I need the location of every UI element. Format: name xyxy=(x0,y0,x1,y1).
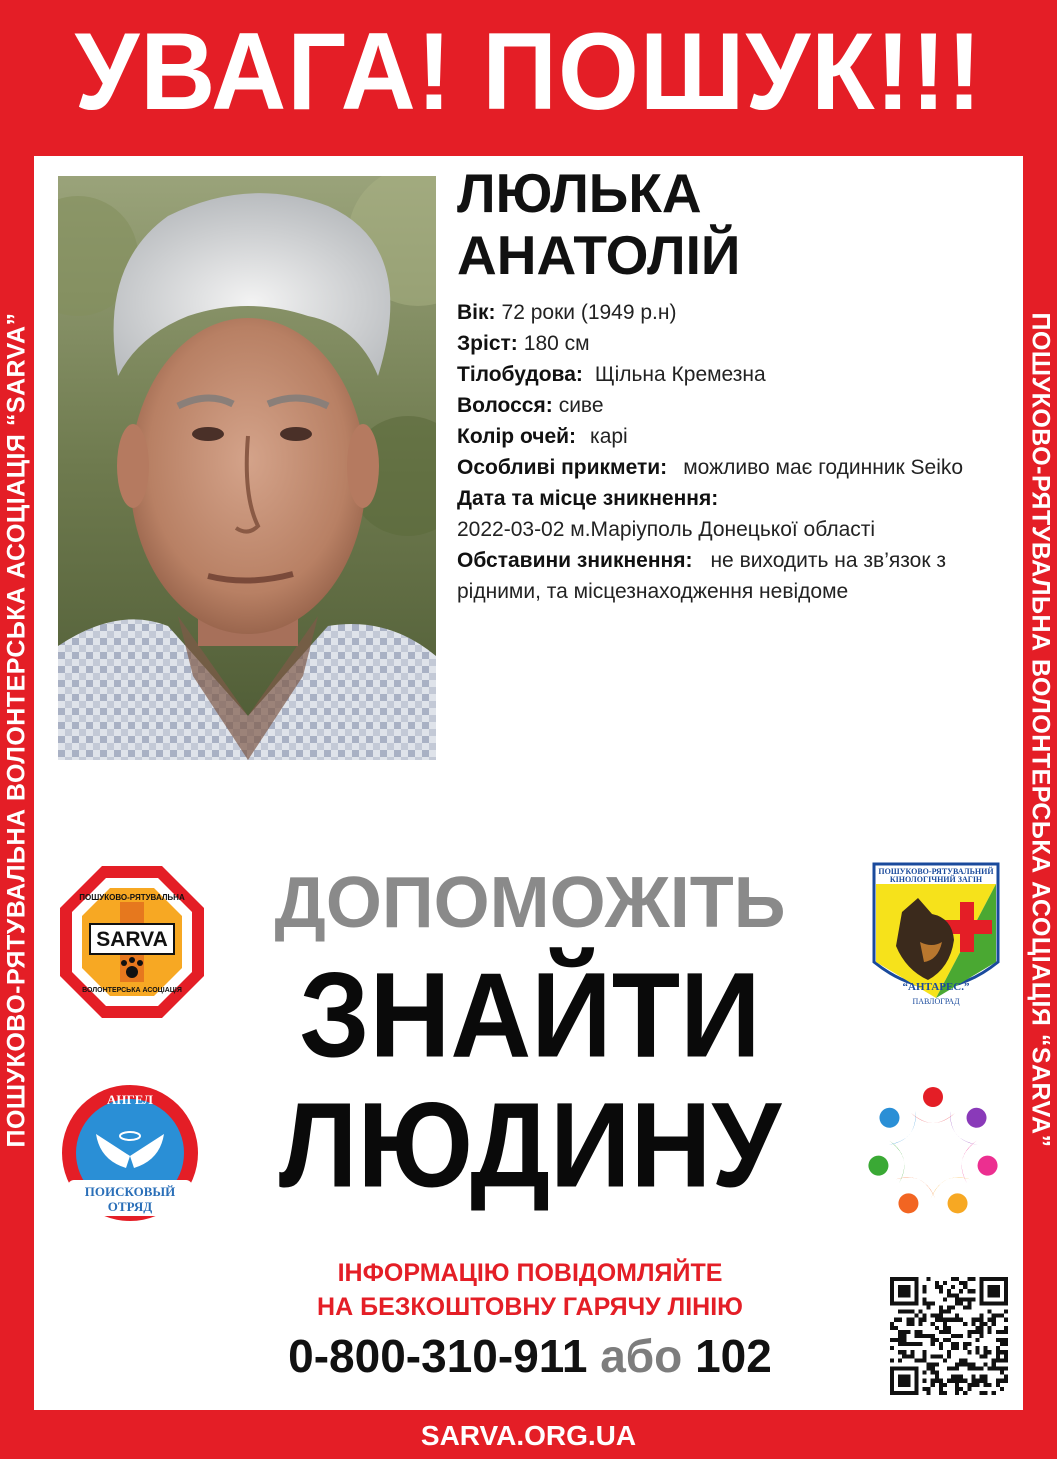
detail-hair-value: сиве xyxy=(558,394,604,417)
detail-age-value: 72 роки (1949 р.н) xyxy=(501,301,677,324)
detail-features-value: можливо має годинник Seiko xyxy=(683,456,964,479)
phone-or: або xyxy=(600,1330,683,1382)
angel-search-logo xyxy=(56,1084,204,1222)
detail-height xyxy=(457,328,1007,359)
detail-eyes-label: Колір очей: xyxy=(457,425,577,448)
sarva-logo-name: SARVA xyxy=(96,928,168,951)
antares-city: ПАВЛОГРАД xyxy=(912,997,960,1006)
help-heading: ДОПОМОЖІТЬ xyxy=(274,863,786,943)
detail-eyes xyxy=(457,421,1007,452)
detail-features xyxy=(457,452,1007,483)
detail-date-label: Дата та місце зникнення: xyxy=(457,487,719,510)
angel-logo-bottom2: ОТРЯД xyxy=(107,1199,153,1214)
detail-date-value: 2022-03-02 м.Маріуполь Донецької області xyxy=(457,518,876,541)
person-heading: ЛЮДИНУ xyxy=(278,1077,782,1213)
sarva-logo xyxy=(58,862,206,1022)
community-logo xyxy=(858,1078,1008,1228)
detail-hair-label: Волосся: xyxy=(457,394,553,417)
detail-disappearance-date-place xyxy=(457,483,1007,545)
detail-eyes-value: карі xyxy=(590,425,628,448)
person-details xyxy=(457,297,1007,607)
hotline-callout xyxy=(200,1256,860,1324)
detail-build xyxy=(457,359,1007,390)
missing-person-photo xyxy=(58,176,436,760)
detail-age xyxy=(457,297,1007,328)
detail-circumstances-value: не виходить на зв’язок з рідними, та місцезнаходження невідоме xyxy=(457,549,946,603)
right-side-text: ПОШУКОВО-РЯТУВАЛЬНА ВОЛОНТЕРСЬКА АСОЦІАЦІЯ “SARVA” xyxy=(1026,311,1055,1148)
find-heading: ЗНАЙТИ xyxy=(299,947,761,1083)
sarva-logo-top-text: ПОШУКОВО-РЯТУВАЛЬНА xyxy=(79,893,185,902)
detail-hair xyxy=(457,390,1007,421)
qr-code[interactable] xyxy=(890,1277,1008,1395)
antares-name: “АНТАРЕС.” xyxy=(902,981,970,993)
antares-logo xyxy=(872,862,1000,1012)
hotline-callout-line2: НА БЕЗКОШТОВНУ ГАРЯЧУ ЛІНІЮ xyxy=(317,1293,743,1321)
detail-circumstances xyxy=(457,545,1007,607)
detail-age-label: Вік: xyxy=(457,301,496,324)
detail-height-label: Зріст: xyxy=(457,332,518,355)
angel-logo-top: АНГЕЛ xyxy=(107,1092,153,1107)
person-firstname: АНАТОЛІЙ xyxy=(457,224,741,286)
detail-circumstances-label: Обставини зникнення: xyxy=(457,549,693,572)
hotline-callout-line1: ІНФОРМАЦІЮ ПОВІДОМЛЯЙТЕ xyxy=(337,1259,723,1287)
phone-number-alt: 102 xyxy=(695,1330,772,1382)
antares-top1: ПОШУКОВО-РЯТУВАЛЬНИЙ xyxy=(878,867,994,876)
left-side-text: ПОШУКОВО-РЯТУВАЛЬНА ВОЛОНТЕРСЬКА АСОЦІАЦІЯ “SARVA” xyxy=(2,311,31,1148)
left-side-banner xyxy=(0,0,34,1459)
person-name xyxy=(457,162,740,286)
phone-number: 0-800-310-911 xyxy=(288,1330,588,1382)
person-surname: ЛЮЛЬКА xyxy=(457,162,702,224)
sarva-logo-bottom-text: ВОЛОНТЕРСЬКА АСОЦІАЦІЯ xyxy=(82,987,182,994)
website-link[interactable]: SARVA.ORG.UA xyxy=(420,1420,637,1451)
detail-features-label: Особливі прикмети: xyxy=(457,456,668,479)
antares-top2: КІНОЛОГІЧНИЙ ЗАГІН xyxy=(889,875,983,884)
hotline-phone xyxy=(200,1328,860,1384)
detail-height-value: 180 см xyxy=(523,332,590,355)
detail-build-label: Тілобудова: xyxy=(457,363,583,386)
angel-logo-bottom1: ПОИСКОВЫЙ xyxy=(84,1184,176,1199)
poster-headline: УВАГА! ПОШУК!!! xyxy=(74,11,983,133)
detail-build-value: Щільна Кремезна xyxy=(594,363,766,386)
right-side-banner xyxy=(1023,0,1057,1459)
